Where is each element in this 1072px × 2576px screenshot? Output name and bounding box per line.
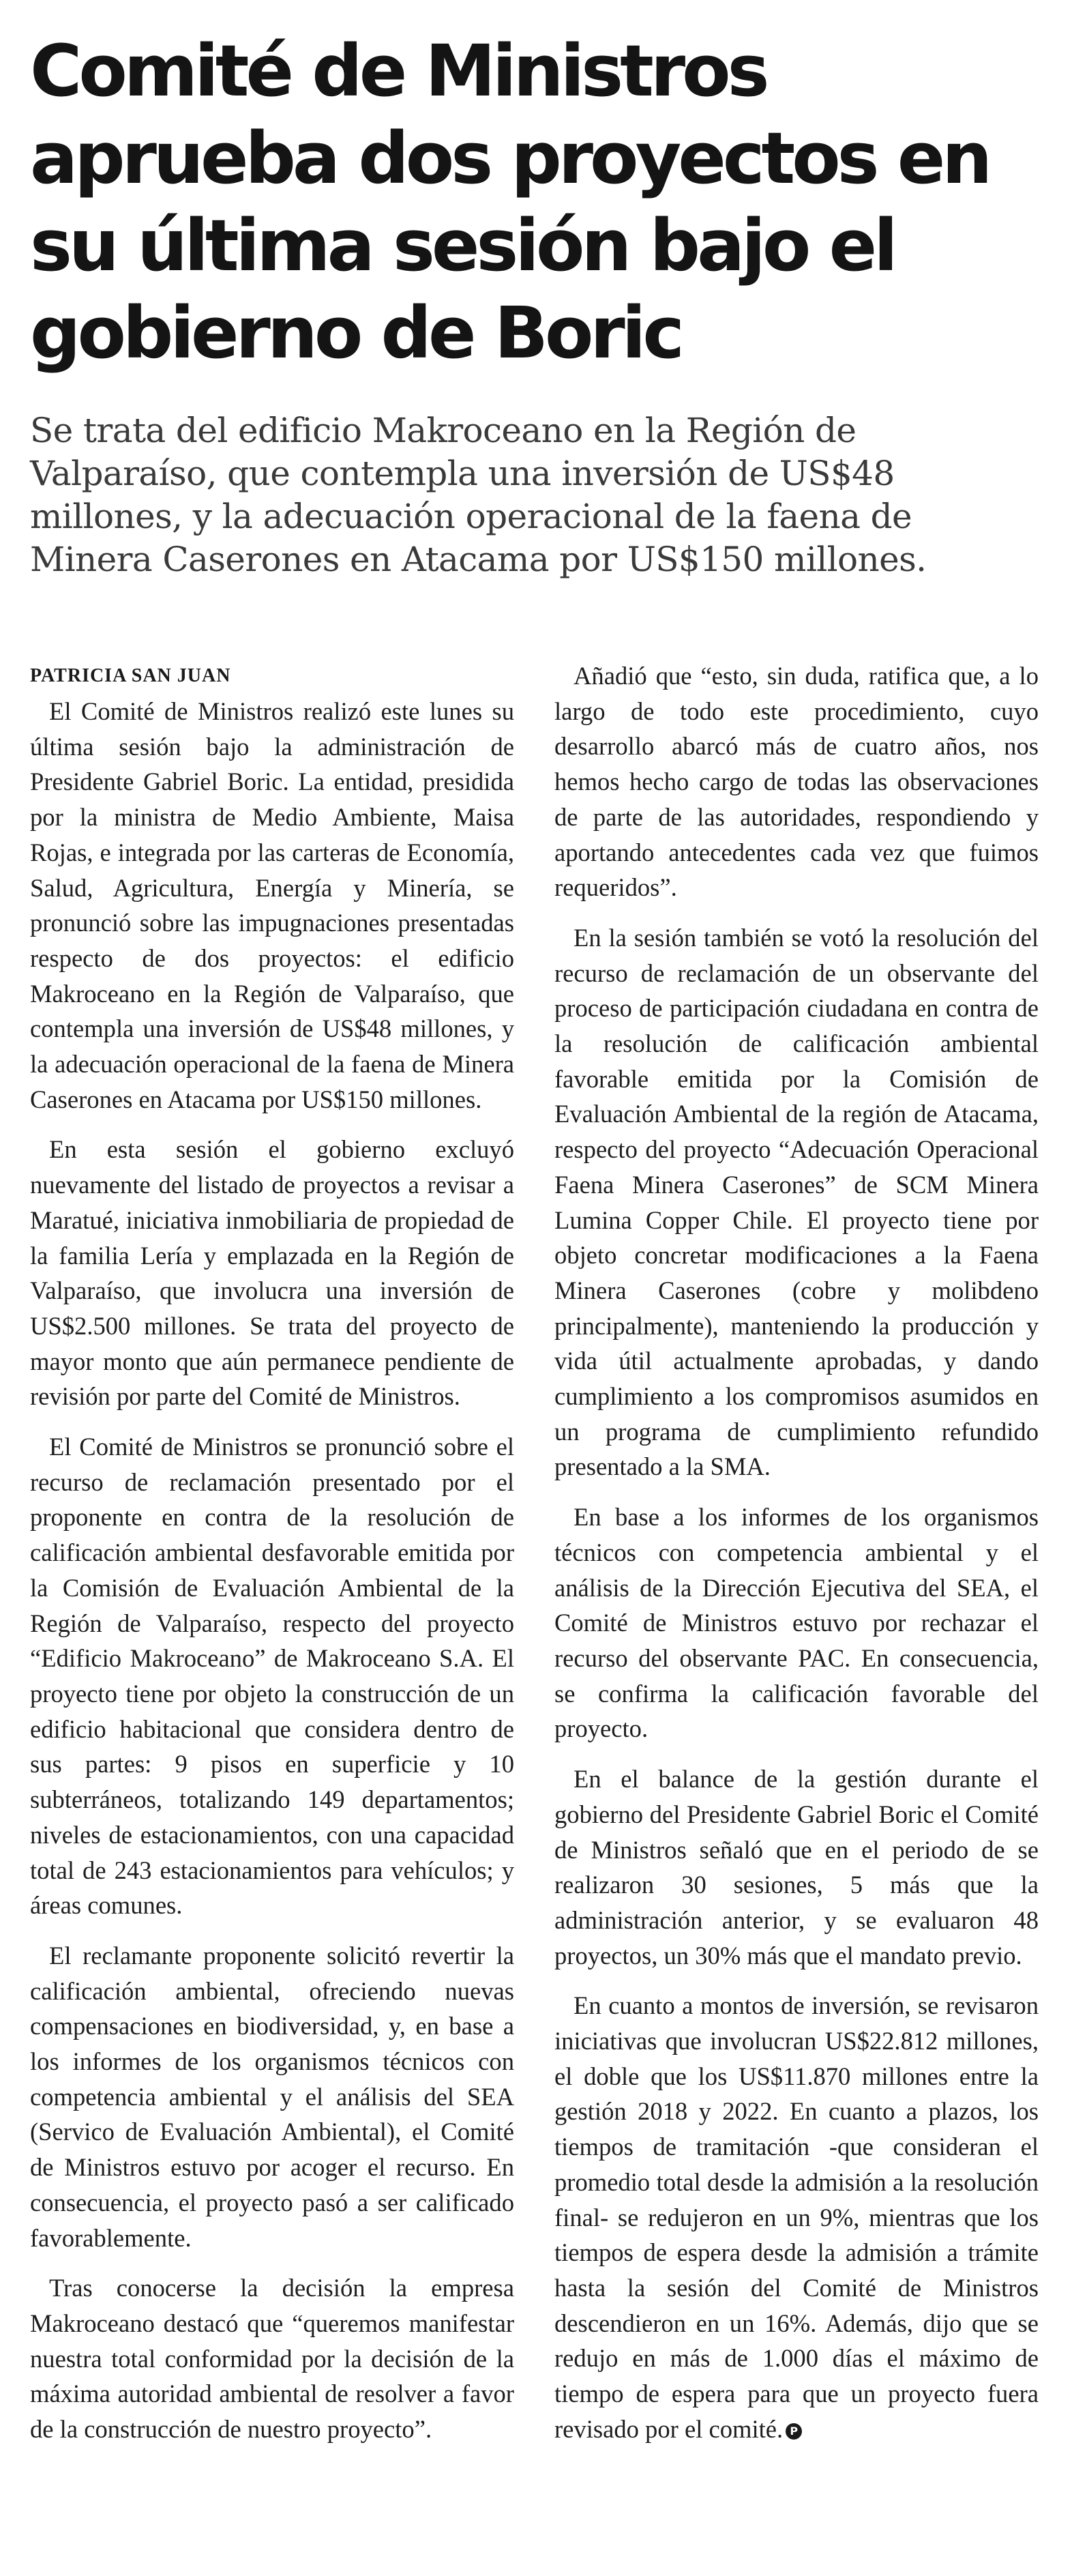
- paragraph-text: Tras conocerse la decisión la empresa Makroceano destacó que “queremos manifestar nuestra total conformidad por la decisión de la máxima autoridad ambiental de resolver a favor de la construcción de nuestro proyecto”.: [30, 2274, 514, 2444]
- body-column-right: [554, 658, 1039, 2461]
- paragraph-text: En cuanto a montos de inversión, se revisaron iniciativas que involucran US$22.812 millones, el doble que los US$11.870 millones entre la gestión 2018 y 2022. En cuanto a plazos, los tiempos de tramitación -que consideran el promedio total desde la admisión a la resolución final- se redujeron en un 9%, mientras que los tiempos de espera desde la admisión a trámite hasta la sesión del Comité de Ministros descendieron en un 16%. Además, dijo que se redujo en más de 1.000 días el máximo de tiempo de espera para que un proyecto fuera revisado por el comité.: [554, 1991, 1039, 2443]
- body-paragraph: [30, 1429, 514, 1923]
- body-paragraph: [554, 920, 1039, 1484]
- body-paragraph: [554, 658, 1039, 905]
- paragraph-text: El Comité de Ministros se pronunció sobre el recurso de reclamación presentado por el proponente en contra de la resolución de calificación ambiental desfavorable emitida por la Comisión de Evaluación Ambiental de la Región de Valparaíso, respecto del proyecto “Edificio Makroceano” de Makroceano S.A. El proyecto tiene por objeto la construcción de un edificio habitacional que considera dentro de sus partes: 9 pisos en superficie y 10 subterráneos, totalizando 149 departamentos; niveles de estacionamientos, con una capacidad total de 243 estacionamientos para vehículos; y áreas comunes.: [30, 1433, 514, 1920]
- body-paragraph: [554, 1499, 1039, 1746]
- end-of-article-icon: P: [786, 2423, 802, 2440]
- subhead-line: millones, y la adecuación operacional de la faena de: [30, 497, 912, 536]
- subhead-line: Minera Caserones en Atacama por US$150 millones.: [30, 540, 927, 579]
- subheadline: [30, 409, 1046, 581]
- paragraph-text: En base a los informes de los organismos técnicos con competencia ambiental y el análisis de la Dirección Ejecutiva del SEA, el Comité de Ministros estuvo por rechazar el recurso del observante PAC. En consecuencia, se confirma la calificación favorable del proyecto.: [554, 1503, 1039, 1743]
- paragraph-text: El Comité de Ministros realizó este lunes su última sesión bajo la administración de Presidente Gabriel Boric. La entidad, presidida por la ministra de Medio Ambiente, Maisa Rojas, e integrada por las carteras de Economía, Salud, Agricultura, Energía y Minería, se pronunció sobre las impugnaciones presentadas respecto de dos proyectos: el edificio Makroceano en la Región de Valparaíso, que contempla una inversión de US$48 millones, y la adecuación operacional de la faena de Minera Caserones en Atacama por US$150 millones.: [30, 697, 514, 1113]
- body-column-left: [30, 658, 514, 2462]
- headline-line: aprueba dos proyectos en: [30, 117, 989, 200]
- body-paragraph: [30, 2270, 514, 2447]
- paragraph-text: Añadió que “esto, sin duda, ratifica que, a lo largo de todo este procedimiento, cuyo desarrollo abarcó más de cuatro años, nos hemos hecho cargo de todas las observaciones de parte de las autoridades, respondiendo y aportando antecedentes cada vez que fuimos requeridos”.: [554, 662, 1039, 902]
- body-paragraph: [30, 1938, 514, 2255]
- body-paragraph: [554, 1761, 1039, 1973]
- headline: [30, 27, 1053, 377]
- headline-line: gobierno de Boric: [30, 291, 681, 375]
- headline-line: Comité de Ministros: [30, 29, 766, 113]
- paragraph-text: En el balance de la gestión durante el gobierno del Presidente Gabriel Boric el Comité de Ministros señaló que en el periodo de se realizaron 30 sesiones, 5 más que la administración anterior, y se evaluaron 48 proyectos, un 30% más que el mandato previo.: [554, 1765, 1039, 1970]
- headline-line: su última sesión bajo el: [30, 204, 895, 287]
- paragraph-text: El reclamante proponente solicitó revertir la calificación ambiental, ofreciendo nuevas compensaciones en biodiversidad, y, en base a los informes de los organismos técnicos con competencia ambiental y el análisis del SEA (Servico de Evaluación Ambiental), el Comité de Ministros estuvo por acoger el recurso. En consecuencia, el proyecto pasó a ser calificado favorablemente.: [30, 1941, 514, 2252]
- body-paragraph: [554, 1988, 1039, 2446]
- byline: PATRICIA SAN JUAN: [30, 665, 231, 686]
- body-paragraph: [30, 694, 514, 1117]
- paragraph-text: En esta sesión el gobierno excluyó nuevamente del listado de proyectos a revisar a Maratué, iniciativa inmobiliaria de propiedad de la familia Lería y emplazada en la Región de Valparaíso, que involucra una inversión de US$2.500 millones. Se trata del proyecto de mayor monto que aún permanece pendiente de revisión por parte del Comité de Ministros.: [30, 1135, 514, 1411]
- body-paragraph: [30, 1132, 514, 1414]
- subhead-line: Valparaíso, que contempla una inversión de US$48: [30, 454, 895, 493]
- paragraph-text: En la sesión también se votó la resolución del recurso de reclamación de un observante del proceso de participación ciudadana en contra de la resolución de calificación ambiental favorable emitida por la Comisión de Evaluación Ambiental de la región de Atacama, respecto del proyecto “Adecuación Operacional Faena Minera Caserones” de SCM Minera Lumina Copper Chile. El proyecto tiene por objeto concretar modificaciones a la Faena Minera Caserones (cobre y molibdeno principalmente), manteniendo la producción y vida útil actualmente aprobadas, y dando cumplimiento a los compromisos asumidos en un programa de cumplimiento refundido presentado a la SMA.: [554, 923, 1039, 1481]
- subhead-line: Se trata del edificio Makroceano en la Región de: [30, 411, 857, 450]
